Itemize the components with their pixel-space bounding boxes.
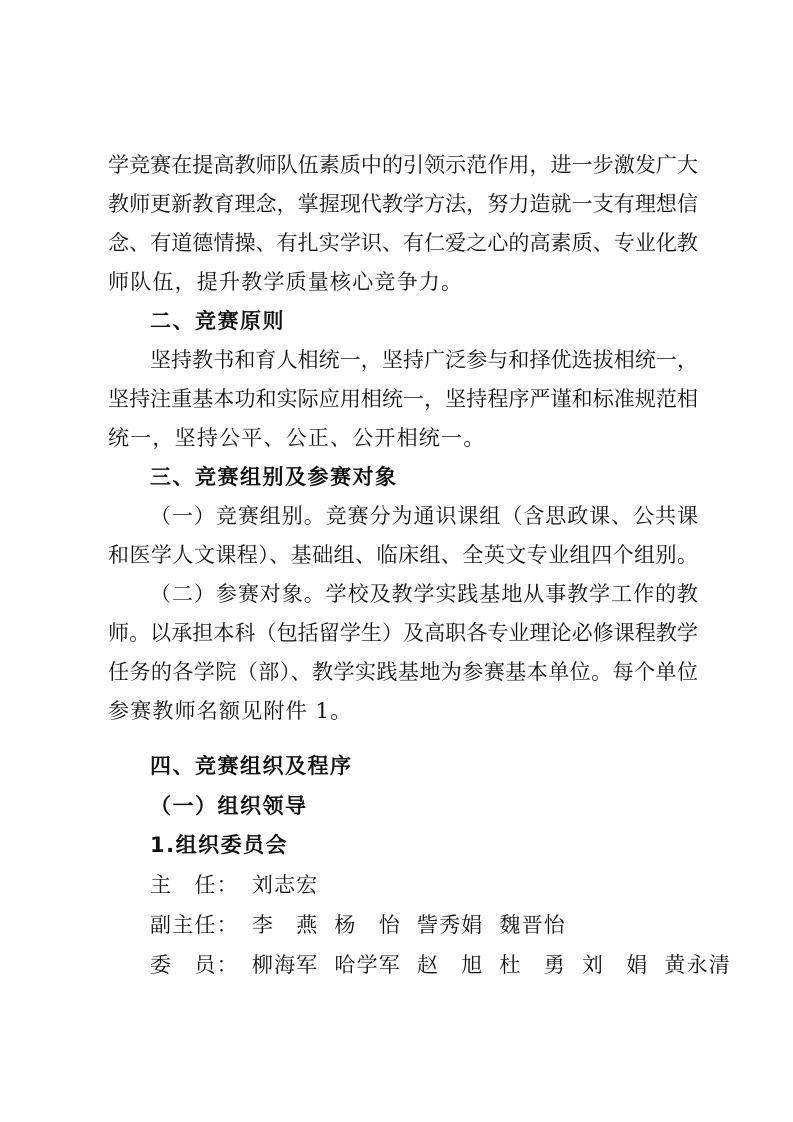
- director-row: [150, 871, 698, 899]
- paragraph-line: 任务的各学院（部）、教学实践基地为参赛基本单位。每个单位: [108, 660, 698, 684]
- section-heading: 四、竞赛组织及程序: [150, 754, 353, 778]
- paragraph-line: 师队伍，提升教学质量核心竞争力。: [108, 270, 464, 294]
- paragraph-line: 坚持教书和育人相统一，坚持广泛参与和择优选拔相统一，: [150, 348, 698, 372]
- deputy-role-label: 副主任：: [150, 913, 239, 937]
- paragraph-line: 师。以承担本科（包括留学生）及高职各专业理论必修课程教学: [108, 621, 698, 645]
- members-row: [150, 951, 731, 979]
- member-name: 赵 旭: [416, 953, 484, 977]
- paragraph-line: 教师更新教育理念，掌握现代教学方法，努力造就一支有理想信: [108, 192, 698, 216]
- deputy-name: 杨 怡: [334, 913, 401, 937]
- member-name: 黄永清: [664, 953, 731, 977]
- subsection-heading: （一）组织领导: [150, 794, 308, 818]
- member-name: 刘 娟: [581, 953, 649, 977]
- paragraph-line: 和医学人文课程）、基础组、临床组、全英文专业组四个组别。: [108, 543, 698, 567]
- member-name: 杜 勇: [499, 953, 566, 977]
- paragraph-line: （二）参赛对象。学校及教学实践基地从事教学工作的教: [150, 582, 698, 606]
- paragraph-line: 学竞赛在提高教师队伍素质中的引领示范作用，进一步激发广大: [108, 153, 698, 177]
- paragraph-line: （一）竞赛组别。竞赛分为通识课组（含思政课、公共课: [150, 504, 698, 528]
- director-role-label: 主 任：: [150, 873, 239, 897]
- paragraph-line: 参赛教师名额见附件 1。: [108, 699, 353, 723]
- members-role-label: 委 员：: [150, 953, 239, 977]
- paragraph-line: 坚持注重基本功和实际应用相统一，坚持程序严谨和标准规范相: [108, 387, 698, 411]
- paragraph-line: 念、有道德情操、有扎实学识、有仁爱之心的高素质、专业化教: [108, 231, 698, 255]
- section-heading: 三、竞赛组别及参赛对象: [150, 465, 398, 489]
- section-heading: 二、竞赛原则: [150, 309, 285, 333]
- member-name: 柳海军: [251, 953, 319, 977]
- committee-heading: 1.组织委员会: [150, 833, 289, 857]
- deputy-name: 魏晋怡: [499, 913, 566, 937]
- deputy-row: [150, 911, 698, 939]
- paragraph-line: 统一，坚持公平、公正、公开相统一。: [108, 426, 486, 450]
- member-name: 哈学军: [334, 953, 401, 977]
- deputy-name: 李 燕: [251, 913, 319, 937]
- director-name: 刘志宏: [251, 873, 319, 897]
- deputy-name: 訾秀娟: [416, 913, 484, 937]
